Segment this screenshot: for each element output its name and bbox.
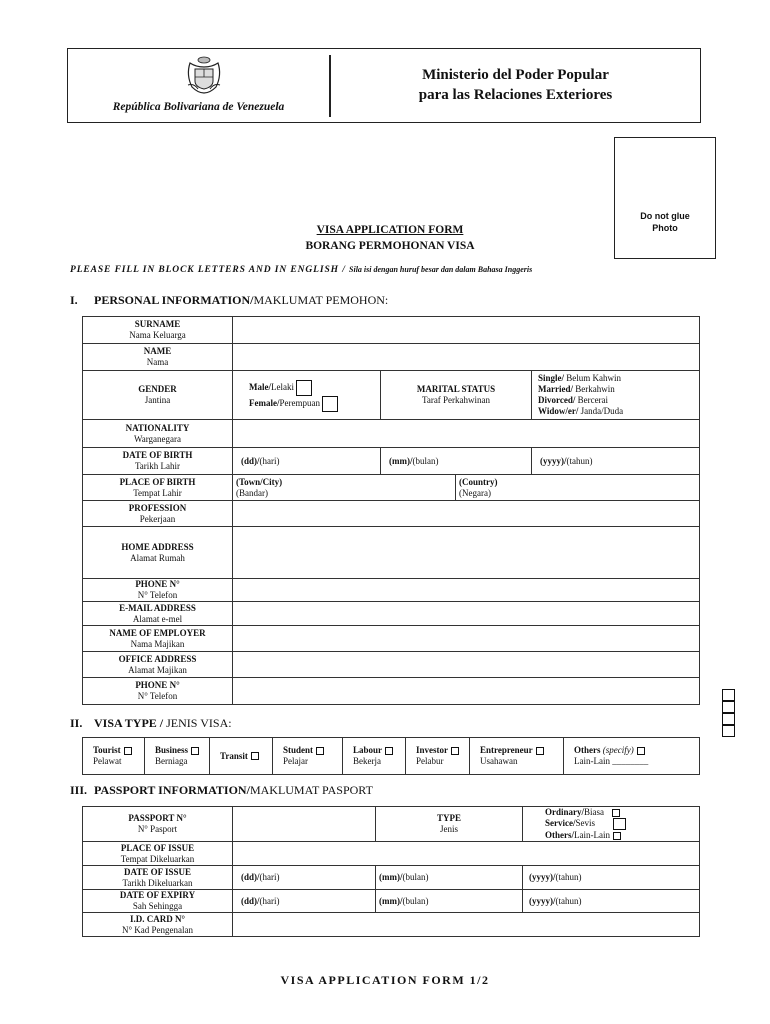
photo-box[interactable] bbox=[614, 137, 716, 259]
form-title-en: VISA APPLICATION FORM bbox=[316, 224, 464, 236]
passport-type-label: TYPE Jenis bbox=[376, 807, 523, 842]
marital-status-label: MARITAL STATUS Taraf Perkahwinan bbox=[381, 371, 532, 420]
service-option[interactable]: Service/Sevis bbox=[545, 818, 699, 830]
email-field[interactable] bbox=[233, 602, 700, 626]
marital-options bbox=[532, 371, 700, 420]
transit-checkbox[interactable] bbox=[251, 752, 259, 760]
table-row bbox=[83, 842, 700, 866]
surname-field[interactable] bbox=[233, 317, 700, 344]
profession-label: PROFESSION Pekerjaan bbox=[83, 501, 233, 527]
office-phone-label: PHONE N° N° Telefon bbox=[83, 678, 233, 705]
instruction-en: PLEASE FILL IN BLOCK LETTERS AND IN ENGLISH / bbox=[70, 265, 346, 275]
entrepreneur-checkbox[interactable] bbox=[536, 747, 544, 755]
section-3-number: III. bbox=[70, 783, 88, 797]
office-address-field[interactable] bbox=[233, 652, 700, 678]
visa-type-entrepreneur[interactable]: Entrepreneur Usahawan bbox=[470, 738, 564, 775]
investor-checkbox[interactable] bbox=[451, 747, 459, 755]
nationality-field[interactable] bbox=[233, 420, 700, 448]
table-row bbox=[83, 678, 700, 705]
passport-info-table bbox=[82, 806, 700, 937]
visa-type-table bbox=[82, 737, 700, 775]
table-row bbox=[83, 344, 700, 371]
table-row bbox=[83, 807, 700, 842]
date-of-expiry-label: DATE OF EXPIRY Sah Sehingga bbox=[83, 890, 233, 913]
widow-option[interactable]: Widow/er/ Janda/Duda bbox=[538, 406, 699, 417]
section-1-number: I. bbox=[70, 293, 78, 307]
nationality-label: NATIONALITY Warganegara bbox=[83, 420, 233, 448]
table-row bbox=[83, 317, 700, 344]
issue-month-field[interactable]: (mm)/(bulan) bbox=[376, 866, 523, 890]
widow-checkbox[interactable] bbox=[722, 725, 735, 737]
instruction-ms: Sila isi dengan huruf besar dan dalam Bahasa Inggeris bbox=[349, 265, 533, 274]
coat-of-arms-icon bbox=[184, 55, 224, 95]
name-label: NAME Nama bbox=[83, 344, 233, 371]
form-title bbox=[240, 222, 540, 254]
tourist-checkbox[interactable] bbox=[124, 747, 132, 755]
ministry-line2: para las Relaciones Exteriores bbox=[418, 87, 613, 103]
student-checkbox[interactable] bbox=[316, 747, 324, 755]
place-of-issue-label: PLACE OF ISSUE Tempat Dikeluarkan bbox=[83, 842, 233, 866]
employer-label: NAME OF EMPLOYER Nama Majikan bbox=[83, 626, 233, 652]
visa-type-student[interactable]: Student Pelajar bbox=[273, 738, 343, 775]
ordinary-checkbox[interactable] bbox=[612, 809, 620, 817]
photo-instruction bbox=[615, 210, 715, 234]
ministry-line1: Ministerio del Poder Popular bbox=[422, 67, 609, 83]
pob-country-field[interactable]: (Country) (Negara) bbox=[456, 475, 700, 501]
id-card-field[interactable] bbox=[233, 913, 700, 937]
photo-line2: Photo bbox=[652, 223, 678, 233]
service-checkbox[interactable] bbox=[613, 818, 626, 830]
section-1-title-en: PERSONAL INFORMATION/ bbox=[94, 293, 254, 307]
visa-type-transit[interactable]: Transit bbox=[210, 738, 273, 775]
email-label: E-MAIL ADDRESS Alamat e-mel bbox=[83, 602, 233, 626]
home-address-label: HOME ADDRESS Alamat Rumah bbox=[83, 527, 233, 579]
home-address-field[interactable] bbox=[233, 527, 700, 579]
others-passport-option[interactable]: Others/Lain-Lain bbox=[545, 830, 699, 841]
pob-town-field[interactable]: (Town/City) (Bandar) bbox=[233, 475, 456, 501]
instruction bbox=[70, 265, 532, 275]
single-checkbox[interactable] bbox=[722, 689, 735, 701]
table-row bbox=[83, 527, 700, 579]
male-checkbox[interactable] bbox=[296, 380, 312, 396]
place-of-issue-field[interactable] bbox=[233, 842, 700, 866]
married-option[interactable]: Married/ Berkahwin bbox=[538, 384, 699, 395]
pob-label: PLACE OF BIRTH Tempat Lahir bbox=[83, 475, 233, 501]
table-row bbox=[83, 420, 700, 448]
surname-label: SURNAME Nama Keluarga bbox=[83, 317, 233, 344]
table-row bbox=[83, 602, 700, 626]
employer-field[interactable] bbox=[233, 626, 700, 652]
section-2-title-en: VISA TYPE / bbox=[94, 716, 164, 730]
female-option[interactable]: Female/Perempuan bbox=[249, 395, 380, 411]
table-row bbox=[83, 913, 700, 937]
personal-info-table bbox=[82, 316, 700, 705]
divorced-checkbox[interactable] bbox=[722, 713, 735, 725]
name-field[interactable] bbox=[233, 344, 700, 371]
phone-field[interactable] bbox=[233, 579, 700, 602]
others-checkbox[interactable] bbox=[637, 747, 645, 755]
section-3-title-ms: MAKLUMAT PASPORT bbox=[249, 783, 373, 797]
table-row bbox=[83, 890, 700, 913]
table-row bbox=[83, 866, 700, 890]
visa-type-business[interactable]: Business Berniaga bbox=[145, 738, 210, 775]
table-row bbox=[83, 475, 700, 501]
divorced-option[interactable]: Divorced/ Bercerai bbox=[538, 395, 699, 406]
date-of-issue-label: DATE OF ISSUE Tarikh Dikeluarkan bbox=[83, 866, 233, 890]
gender-options bbox=[233, 371, 381, 420]
dob-day-field[interactable]: (dd)/(hari) bbox=[233, 448, 381, 475]
passport-number-label: PASSPORT N° N° Pasport bbox=[83, 807, 233, 842]
section-2-number: II. bbox=[70, 716, 83, 730]
phone-label: PHONE N° N° Telefon bbox=[83, 579, 233, 602]
business-checkbox[interactable] bbox=[191, 747, 199, 755]
table-row bbox=[83, 501, 700, 527]
male-option[interactable]: Male/Lelaki bbox=[249, 379, 380, 395]
table-row bbox=[83, 448, 700, 475]
page-footer: VISA APPLICATION FORM 1/2 bbox=[280, 973, 490, 987]
table-row bbox=[83, 652, 700, 678]
table-row bbox=[83, 626, 700, 652]
office-phone-field[interactable] bbox=[233, 678, 700, 705]
others-passport-checkbox[interactable] bbox=[613, 832, 621, 840]
section-2-title-ms: JENIS VISA: bbox=[163, 716, 232, 730]
dob-year-field[interactable]: (yyyy)/(tahun) bbox=[532, 448, 700, 475]
ordinary-option[interactable]: Ordinary/Biasa bbox=[545, 807, 699, 818]
passport-number-field[interactable] bbox=[233, 807, 376, 842]
single-option[interactable]: Single/ Belum Kahwin bbox=[538, 373, 699, 384]
section-1-title-ms: MAKLUMAT PEMOHON: bbox=[253, 293, 389, 307]
id-card-label: I.D. CARD N° N° Kad Pengenalan bbox=[83, 913, 233, 937]
issue-year-field[interactable]: (yyyy)/(tahun) bbox=[523, 866, 700, 890]
dob-month-field[interactable]: (mm)/(bulan) bbox=[381, 448, 532, 475]
section-3-heading bbox=[70, 783, 373, 798]
visa-type-investor[interactable]: Investor Pelabur bbox=[406, 738, 470, 775]
ministry-name bbox=[331, 65, 700, 105]
expiry-day-field[interactable]: (dd)/(hari) bbox=[233, 890, 376, 913]
dob-label: DATE OF BIRTH Tarikh Lahir bbox=[83, 448, 233, 475]
visa-type-tourist[interactable]: Tourist Pelawat bbox=[83, 738, 145, 775]
table-row bbox=[83, 371, 700, 420]
table-row bbox=[83, 579, 700, 602]
visa-type-labour[interactable]: Labour Bekerja bbox=[343, 738, 406, 775]
issue-day-field[interactable]: (dd)/(hari) bbox=[233, 866, 376, 890]
form-title-ms: BORANG PERMOHONAN VISA bbox=[305, 240, 475, 252]
female-checkbox[interactable] bbox=[322, 396, 338, 412]
section-3-title-en: PASSPORT INFORMATION/ bbox=[94, 783, 250, 797]
passport-type-options bbox=[523, 807, 700, 842]
married-checkbox[interactable] bbox=[722, 701, 735, 713]
visa-type-others[interactable]: Others (specify) Lain-Lain ________ bbox=[564, 738, 700, 775]
section-2-heading bbox=[70, 716, 232, 731]
photo-line1: Do not glue bbox=[640, 211, 690, 221]
expiry-month-field[interactable]: (mm)/(bulan) bbox=[376, 890, 523, 913]
republic-name: República Bolivariana de Venezuela bbox=[112, 101, 285, 113]
header-box bbox=[67, 48, 701, 123]
gender-label: GENDER Jantina bbox=[83, 371, 233, 420]
expiry-year-field[interactable]: (yyyy)/(tahun) bbox=[523, 890, 700, 913]
labour-checkbox[interactable] bbox=[385, 747, 393, 755]
table-row bbox=[83, 738, 700, 775]
office-address-label: OFFICE ADDRESS Alamat Majikan bbox=[83, 652, 233, 678]
profession-field[interactable] bbox=[233, 501, 700, 527]
section-1-heading bbox=[70, 293, 388, 308]
